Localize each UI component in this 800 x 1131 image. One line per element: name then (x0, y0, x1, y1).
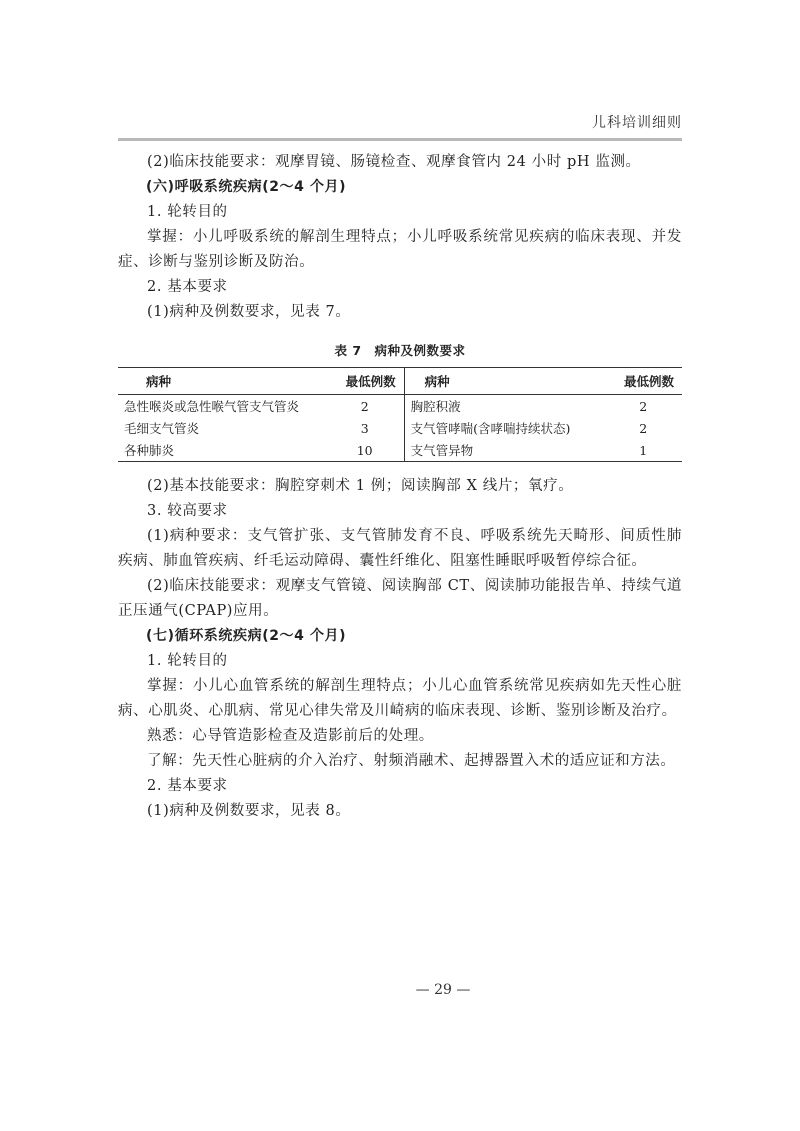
disease-requirement-table (118, 367, 682, 462)
bottom-section (118, 474, 682, 824)
col-header-count-right: 最低例数 (604, 368, 682, 395)
header-rule (118, 138, 682, 141)
subsection-heading: 1. 轮转目的 (147, 653, 228, 669)
page-body (118, 150, 682, 824)
count-cell: 10 (326, 439, 404, 462)
count-cell: 1 (604, 439, 682, 462)
table-row (118, 395, 682, 418)
disease-cell: 支气管异物 (404, 439, 604, 462)
table-row (118, 417, 682, 439)
section-heading: (七)循环系统疾病(2～4 个月) (146, 628, 347, 644)
disease-cell: 各种肺炎 (118, 439, 326, 462)
table-caption: 表 7 病种及例数要求 (334, 343, 466, 358)
subsection-heading: 1. 轮转目的 (147, 204, 228, 220)
section-heading: (六)呼吸系统疾病(2～4 个月) (146, 179, 347, 195)
col-header-disease-left: 病种 (118, 368, 326, 395)
table-header-row (118, 368, 682, 395)
paragraph: 熟悉：心导管造影检查及造影前后的处理。 (147, 728, 434, 744)
paragraph: 掌握：小儿呼吸系统的解剖生理特点；小儿呼吸系统常见疾病的临床表现、并发症、诊断与鉴别诊断及防治。 (118, 229, 682, 270)
subsection-heading: 2. 基本要求 (147, 778, 228, 794)
table-row (118, 439, 682, 462)
count-cell: 3 (326, 417, 404, 439)
count-cell: 2 (326, 395, 404, 418)
paragraph: (1)病种要求：支气管扩张、支气管肺发育不良、呼吸系统先天畸形、间质性肺疾病、肺血管疾病、纤毛运动障碍、囊性纤维化、阻塞性睡眠呼吸暂停综合征。 (118, 528, 682, 569)
paragraph: (2)基本技能要求：胸腔穿刺术 1 例；阅读胸部 X 线片；氧疗。 (147, 478, 574, 494)
col-header-disease-right: 病种 (404, 368, 604, 395)
subsection-heading: 2. 基本要求 (147, 279, 228, 295)
top-section (118, 150, 682, 325)
disease-cell: 胸腔积液 (410, 399, 461, 414)
count-cell: 2 (639, 398, 648, 414)
disease-cell: 毛细支气管炎 (124, 421, 200, 436)
paragraph: 了解：先天性心脏病的介入治疗、射频消融术、起搏器置入术的适应证和方法。 (147, 753, 676, 769)
col-header-count-left: 最低例数 (326, 368, 404, 395)
subsection-heading: 3. 较高要求 (147, 503, 228, 519)
paragraph: (1)病种及例数要求，见表 7。 (147, 304, 351, 320)
disease-cell: 急性喉炎或急性喉气管支气管炎 (124, 399, 300, 414)
disease-cell: 支气管哮喘(含哮喘持续状态) (410, 421, 571, 436)
paragraph: (1)病种及例数要求，见表 8。 (147, 803, 351, 819)
page-number-text: — 29 — (415, 982, 471, 998)
paragraph: (2)临床技能要求：观摩胃镜、肠镜检查、观摩食管内 24 小时 pH 监测。 (147, 154, 641, 170)
paragraph: (2)临床技能要求：观摩支气管镜、阅读胸部 CT、阅读肺功能报告单、持续气道正压通气(CPAP)应用。 (118, 578, 682, 619)
page-number (0, 982, 800, 998)
running-header-title: 儿科培训细则 (592, 115, 682, 131)
count-cell: 2 (639, 420, 648, 436)
table-spacer (118, 462, 682, 474)
paragraph: 掌握：小儿心血管系统的解剖生理特点；小儿心血管系统常见疾病如先天性心脏病、心肌炎、心肌病、常见心律失常及川崎病的临床表现、诊断、鉴别诊断及治疗。 (118, 678, 682, 719)
